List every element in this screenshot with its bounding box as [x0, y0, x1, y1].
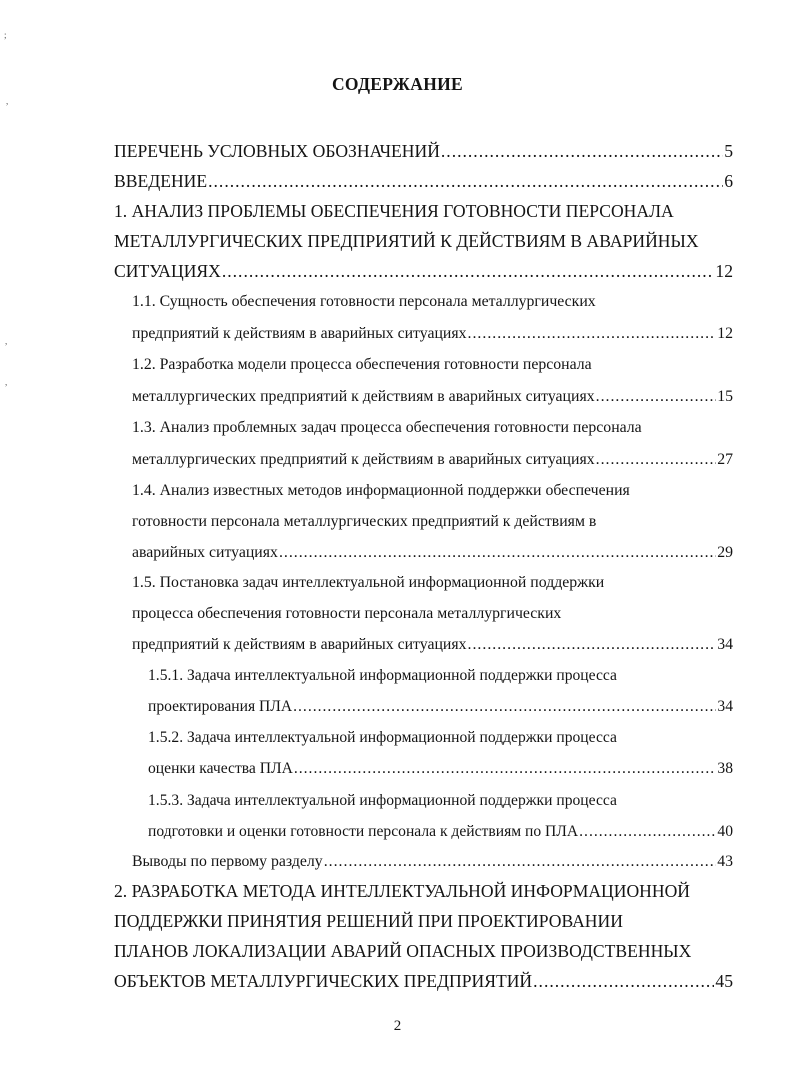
- toc-entry-text: 1.4. Анализ известных методов информационной поддержки обеспечения: [132, 482, 630, 499]
- toc-entry-text: 1.5.2. Задача интеллектуальной информационной поддержки процесса: [148, 729, 617, 746]
- toc-entry-line: [132, 445, 733, 475]
- toc-entry-text: металлургических предприятий к действиям в аварийных ситуациях: [132, 450, 595, 468]
- scan-mark: ,: [6, 96, 9, 106]
- toc-entry-text: оценки качества ПЛА: [148, 760, 293, 777]
- toc-entry-line: [132, 538, 733, 568]
- toc-entry-line: [148, 723, 617, 753]
- toc-entry-line: [132, 382, 733, 412]
- toc-entry-text: 1. АНАЛИЗ ПРОБЛЕМЫ ОБЕСПЕЧЕНИЯ ГОТОВНОСТИ ПЕРСОНАЛА: [114, 201, 674, 221]
- toc-entry-text: СИТУАЦИЯХ: [114, 261, 221, 281]
- toc-entry-line: [132, 507, 596, 537]
- toc-page-number: 5: [724, 141, 733, 161]
- toc-entry-text: готовности персонала металлургических предприятий к действиям в: [132, 513, 597, 530]
- toc-entry-text: 1.3. Анализ проблемных задач процесса обеспечения готовности персонала: [132, 419, 642, 436]
- toc-leader-dots: [279, 538, 716, 568]
- toc-entry-text: МЕТАЛЛУРГИЧЕСКИХ ПРЕДПРИЯТИЙ К ДЕЙСТВИЯМ В АВАРИЙНЫХ: [114, 231, 699, 251]
- toc-leader-dots: [468, 630, 717, 660]
- toc-leader-dots: [533, 966, 714, 996]
- toc-page-number: 12: [715, 261, 733, 281]
- toc-entry-line: [114, 196, 674, 226]
- toc-page-number: 29: [717, 544, 733, 561]
- toc-entry-line: [114, 136, 733, 166]
- toc-leader-dots: [596, 382, 717, 412]
- toc-entry-text: 1.1. Сущность обеспечения готовности персонала металлургических: [132, 293, 596, 310]
- toc-entry-line: [148, 754, 733, 784]
- toc-entry-line: [132, 476, 630, 506]
- toc-entry-text: предприятий к действиям в аварийных ситуациях: [132, 324, 467, 342]
- toc-entry-text: 1.5. Постановка задач интеллектуальной информационной поддержки: [132, 574, 605, 591]
- toc-entry-line: [132, 319, 733, 349]
- toc-entry-line: [148, 692, 733, 722]
- toc-entry-line: [148, 817, 733, 847]
- toc-entry-line: [114, 166, 733, 196]
- page-title: СОДЕРЖАНИЕ: [331, 74, 463, 94]
- toc-entry-line: [114, 906, 623, 936]
- toc-page-number: 6: [724, 171, 733, 191]
- toc-entry-line: [132, 568, 604, 598]
- toc-entry-line: [114, 966, 733, 996]
- toc-entry-text: 2. РАЗРАБОТКА МЕТОДА ИНТЕЛЛЕКТУАЛЬНОЙ ИНФОРМАЦИОННОЙ: [114, 881, 690, 901]
- toc-entry-text: процесса обеспечения готовности персонала металлургических: [132, 605, 562, 622]
- toc-page-number: 12: [717, 324, 733, 342]
- toc-leader-dots: [208, 166, 723, 196]
- scan-mark: ,: [5, 336, 8, 346]
- toc-entry-text: Выводы по первому разделу: [132, 853, 323, 870]
- toc-entry-text: ПЕРЕЧЕНЬ УСЛОВНЫХ ОБОЗНАЧЕНИЙ: [114, 141, 440, 161]
- toc-leader-dots: [441, 136, 723, 166]
- scan-mark: ,: [5, 377, 8, 387]
- toc-leader-dots: [293, 692, 716, 722]
- toc-entry-text: 1.5.1. Задача интеллектуальной информационной поддержки процесса: [148, 667, 617, 684]
- toc-entry-text: аварийных ситуациях: [132, 544, 278, 561]
- toc-page-number: 27: [717, 450, 733, 468]
- toc-entry-line: [132, 350, 592, 380]
- toc-entry-line: [114, 256, 733, 286]
- toc-page-number: 40: [717, 823, 733, 840]
- toc-entry-text: ПОДДЕРЖКИ ПРИНЯТИЯ РЕШЕНИЙ ПРИ ПРОЕКТИРОВАНИИ: [114, 911, 623, 931]
- toc-entry-text: проектирования ПЛА: [148, 698, 293, 715]
- toc-entry-line: [114, 936, 691, 966]
- toc-entry-text: ВВЕДЕНИЕ: [114, 171, 208, 191]
- toc-page-number: 45: [715, 971, 733, 991]
- toc-entry-line: [132, 287, 596, 317]
- toc-entry-text: металлургических предприятий к действиям в аварийных ситуациях: [132, 387, 595, 405]
- toc-entry-text: ОБЪЕКТОВ МЕТАЛЛУРГИЧЕСКИХ ПРЕДПРИЯТИЙ: [114, 971, 533, 991]
- toc-entry-line: [132, 847, 733, 877]
- toc-entry-line: [132, 599, 561, 629]
- toc-page-number: 43: [717, 853, 733, 870]
- toc-entry-line: [132, 413, 642, 443]
- toc-page-number: 15: [717, 387, 733, 405]
- toc-entry-text: ПЛАНОВ ЛОКАЛИЗАЦИИ АВАРИЙ ОПАСНЫХ ПРОИЗВОДСТВЕННЫХ: [114, 941, 692, 961]
- toc-page-number: 34: [717, 698, 733, 715]
- toc-leader-dots: [324, 847, 717, 877]
- scan-mark: ;: [4, 30, 7, 40]
- toc-entry-text: 1.5.3. Задача интеллектуальной информационной поддержки процесса: [148, 792, 617, 809]
- toc-entry-text: 1.2. Разработка модели процесса обеспечения готовности персонала: [132, 356, 592, 373]
- toc-leader-dots: [579, 817, 716, 847]
- toc-leader-dots: [596, 445, 717, 475]
- page-number: 2: [393, 1018, 402, 1034]
- toc-entry-line: [148, 661, 617, 691]
- toc-page-number: 38: [717, 760, 733, 777]
- toc-entry-text: подготовки и оценки готовности персонала к действиям по ПЛА: [148, 823, 579, 840]
- toc-entry-line: [132, 630, 733, 660]
- toc-entry-text: предприятий к действиям в аварийных ситуациях: [132, 636, 467, 653]
- toc-page-number: 34: [717, 636, 733, 653]
- toc-leader-dots: [222, 256, 715, 286]
- toc-leader-dots: [294, 754, 717, 784]
- toc-entry-line: [114, 876, 690, 906]
- toc-entry-line: [114, 226, 699, 256]
- toc-entry-line: [148, 786, 617, 816]
- toc-leader-dots: [468, 319, 717, 349]
